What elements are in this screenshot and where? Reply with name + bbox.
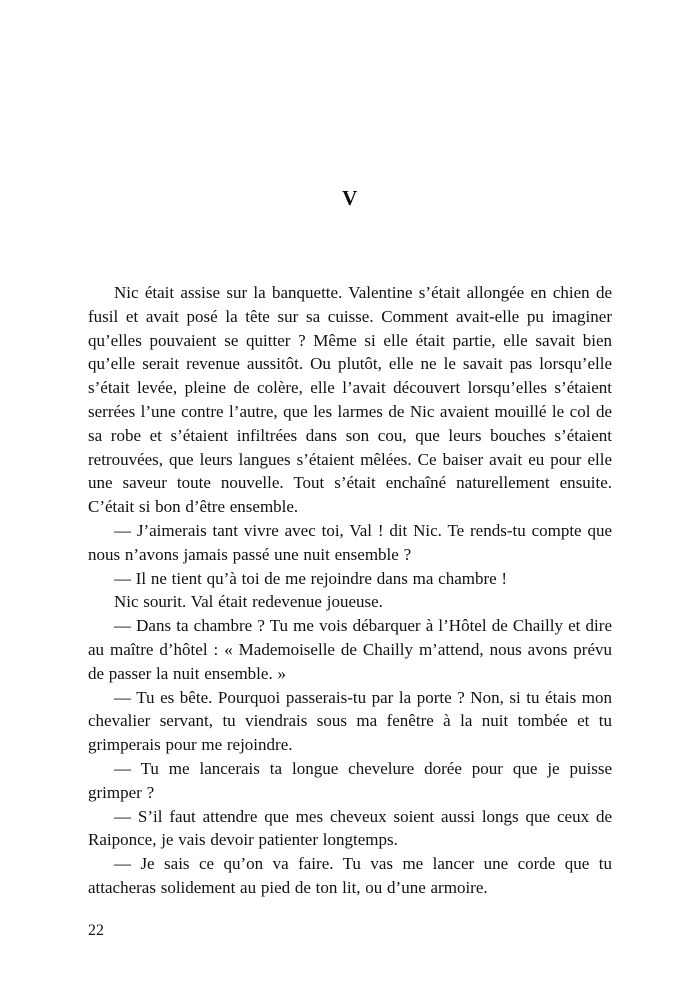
- chapter-heading: V: [342, 186, 358, 210]
- paragraph: — Tu es bête. Pourquoi passerais-tu par la porte ? Non, si tu étais mon chevalier servant, tu viendrais sous ma fenêtre à la nuit tombée et tu grimperais pour me rejoindre.: [88, 687, 612, 755]
- paragraph: — Tu me lancerais ta longue chevelure dorée pour que je puisse grimper ?: [88, 758, 612, 802]
- page-number: 22: [88, 922, 104, 939]
- paragraph: — Dans ta chambre ? Tu me vois débarquer à l’Hôtel de Chailly et dire au maître d’hôtel : « Mademoiselle de Chailly m’attend, nous avons prévu de passer la nuit ensemble. »: [88, 616, 612, 683]
- paragraph: Nic était assise sur la banquette. Valentine s’était allongée en chien de fusil et avait posé la tête sur sa cuisse. Comment avait-elle pu imaginer qu’elles pouvaient se quitter ? Même si elle était partie, elle savait bien qu’elle serait revenue aussitôt. Ou plutôt, elle ne le savait pas lorsqu’elle s’était levée, pleine de colère, elle l’avait découvert lorsqu’elles s’étaient serrées l’une contre l’autre, que les larmes de Nic avaient mouillé le col de sa robe et s’étaient infiltrées dans son cou, que leurs bouches s’étaient retrouvées, que leurs langues s’étaient mêlées. Ce baiser avait eu pour elle une saveur toute nouvelle. Tout s’était enchaîné naturellement ensuite. C’était si bon d’être ensemble.: [88, 283, 612, 517]
- paragraph: — Il ne tient qu’à toi de me rejoindre dans ma chambre !: [114, 568, 508, 588]
- paragraph: — J’aimerais tant vivre avec toi, Val ! dit Nic. Te rends-tu compte que nous n’avons jamais passé une nuit ensemble ?: [88, 520, 612, 564]
- paragraph: — Je sais ce qu’on va faire. Tu vas me lancer une corde que tu attacheras solidement au pied de ton lit, ou d’une armoire.: [88, 854, 612, 897]
- body-text: [88, 281, 612, 900]
- paragraph: — S’il faut attendre que mes cheveux soient aussi longs que ceux de Raiponce, je vais devoir patienter longtemps.: [88, 806, 612, 850]
- paragraph: Nic sourit. Val était redevenue joueuse.: [114, 592, 383, 612]
